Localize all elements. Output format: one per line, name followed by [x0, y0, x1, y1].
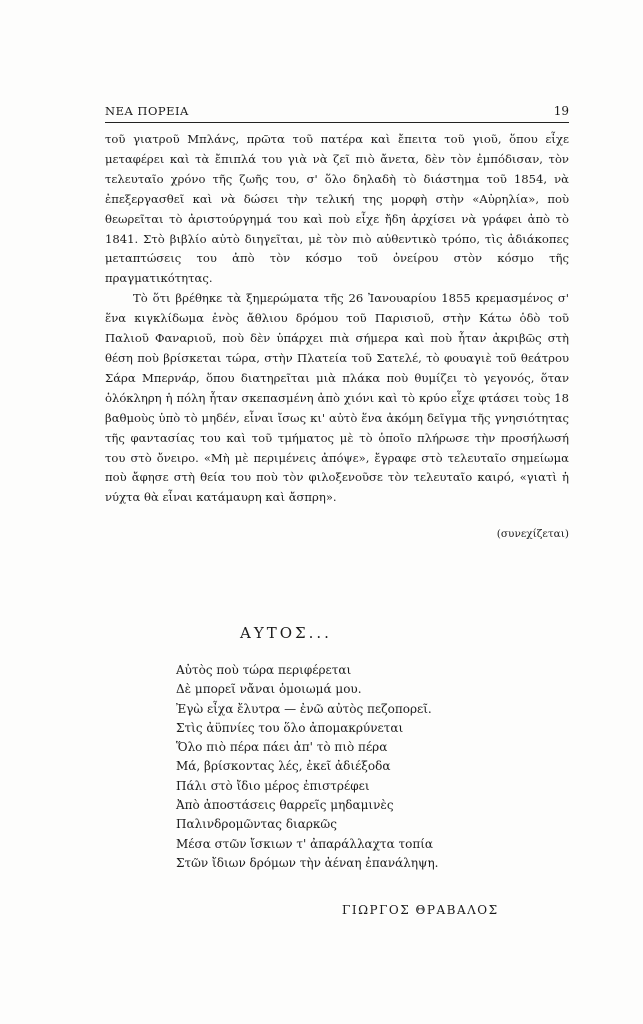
poem-line: Ἀπὸ ἀποστάσεις θαρρεῖς μηδαμινὲς — [176, 798, 394, 813]
poem-body — [176, 661, 438, 873]
poem-line: Μά, βρίσκοντας λές, ἐκεῖ ἀδιέξοδα — [176, 759, 391, 774]
poem-line: Παλινδρομῶντας διαρκῶς — [176, 817, 337, 832]
poem-line: Αὐτὸς ποὺ τώρα περιφέρεται — [176, 663, 352, 677]
running-head — [105, 104, 569, 123]
poem-author: ΓΙΩΡΓΟΣ ΘΡΑΒΑΛΟΣ — [342, 903, 499, 917]
article-body — [105, 130, 569, 508]
poem-line: Πάλι στὸ ἴδιο μέρος ἐπιστρέφει — [176, 778, 370, 793]
poem-line: Δὲ μπορεῖ νἄναι ὁμοιωμά μου. — [176, 682, 362, 697]
poem-line: Στὶς ἀϋπνίες του ὅλο ἀπομακρύνεται — [176, 720, 404, 735]
continued-note: (συνεχίζεται) — [496, 528, 569, 540]
poem-line: Ἐγὼ εἶχα ἔλυτρα — ἐνῶ αὐτὸς πεζοπορεῖ. — [176, 701, 432, 716]
poem-title: ΑΥΤΟΣ... — [240, 624, 332, 642]
page-number: 19 — [553, 104, 569, 118]
journal-title: ΝΕΑ ΠΟΡΕΙΑ — [105, 104, 189, 118]
poem-line: Ὅλο πιὸ πέρα πάει ἀπ' τὸ πιὸ πέρα — [176, 740, 388, 755]
article-paragraph-2: Τὸ ὅτι βρέθηκε τὰ ξημερώματα τῆς 26 Ἰανουαρίου 1855 κρεμασμένος σ' ἕνα κιγκλίδωμα ἑνὸς ἄθλιου δρόμου τοῦ Παρισιοῦ, στὴν Κάτω ὁδὸ τοῦ Παλιοῦ Φαναριοῦ, ποὺ δὲν ὑπάρχει πιὰ σήμερα καὶ ποὺ ἦταν ἀκριβῶς στὴ θέση ποὺ βρίσκεται τώρα, στὴν Πλατεία τοῦ Σατελέ, τὸ φουαγιὲ τοῦ θεάτρου Σάρα Μπερνάρ, ὅπου διατηρεῖται μιὰ πλάκα ποὺ θυμίζει τὸ γεγονός, ὅταν ὁλόκληρη ἡ πόλη ἦταν σκεπασμένη ἀπὸ χιόνι καὶ τὸ κρύο εἶχε φτάσει τοὺς 18 βαθμοὺς ὑπὸ τὸ μηδέν, εἶναι ἴσως κι' αὐτὸ ἕνα ἀκόμη δεῖγμα τῆς γνησιότητας τῆς φαντασίας του καὶ τοῦ τμήματος μὲ τὸ ὁποῖο πλήρωσε τὴν προσήλωσή του στὸ ὄνειρο. «Μὴ μὲ περιμένεις ἀπόψε», ἔγραφε στὸ τελευταῖο σημείωμα ποὺ ἄφησε στὴ θεία του ποὺ τὸν φιλοξενοῦσε τὸν τελευταῖο καιρό, «γιατὶ ἡ νύχτα θὰ εἶναι κατάμαυρη καὶ ἄσπρη». — [105, 291, 569, 505]
article-paragraph-1: τοῦ γιατροῦ Μπλάνς, πρῶτα τοῦ πατέρα καὶ ἔπειτα τοῦ γιοῦ, ὅπου εἶχε μεταφέρει καὶ τὰ ἔπιπλά του γιὰ νὰ ζεῖ πιὸ ἄνετα, δὲν τὸν ἐμπόδισαν, τὸν τελευταῖο χρόνο τῆς ζωῆς του, σ' ὅλο δηλαδὴ τὸ διάστημα τοῦ 1854, νὰ ἐπεξεργασθεῖ καὶ νὰ δώσει τὴν τελική της μορφὴ στὴν «Αὐρηλία», ποὺ θεωρεῖται τὸ ἀριστούργημά του καὶ ποὺ εἶχε ἤδη ἀρχίσει νὰ γράφει ἀπὸ τὸ 1841. Στὸ βιβλίο αὐτὸ διηγεῖται, μὲ τὸν πιὸ αὐθεντικὸ τρόπο, τὶς ἀδιάκοπες μεταπτώσεις του ἀπὸ τὸν κόσμο τοῦ ὀνείρου στὸν κόσμο τῆς πραγματικότητας. — [105, 132, 569, 286]
poem-line: Μέσα στῶν ἴσκιων τ' ἀπαράλλαχτα τοπία — [176, 836, 434, 851]
poem-line: Στῶν ἴδιων δρόμων τὴν ἀέναη ἐπανάληψη. — [176, 855, 439, 870]
